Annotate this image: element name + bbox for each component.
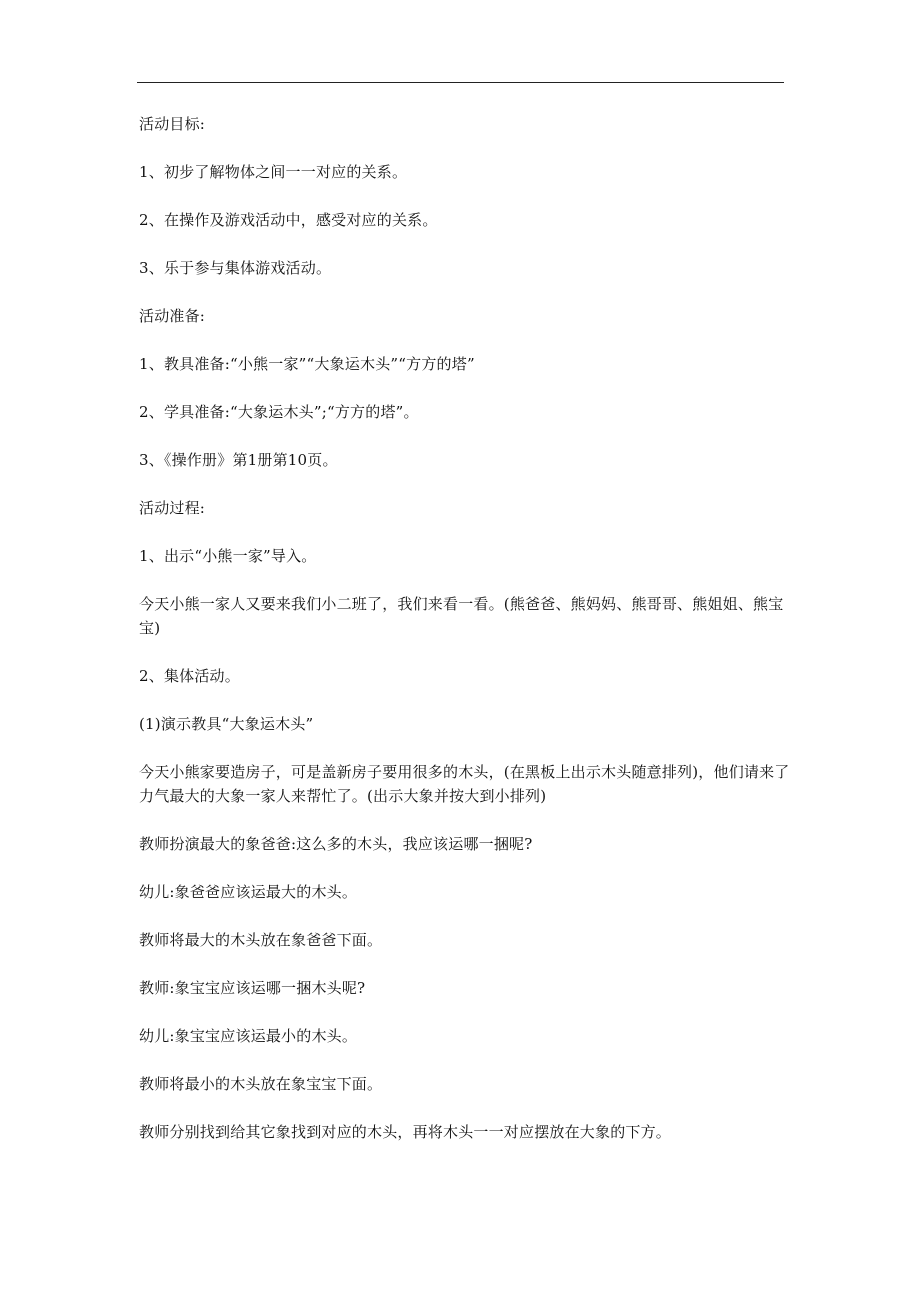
section-heading-process: 活动过程:	[139, 499, 206, 517]
dialogue-line-1: 教师扮演最大的象爸爸:这么多的木头，我应该运哪一捆呢?	[139, 835, 533, 853]
dialogue-line-5: 幼儿:象宝宝应该运最小的木头。	[139, 1027, 358, 1045]
process-step-1: 1、出示“小熊一家”导入。	[139, 547, 317, 565]
dialogue-line-6: 教师将最小的木头放在象宝宝下面。	[139, 1075, 383, 1093]
preparation-item-2: 2、学具准备:“大象运木头”;“方方的塔”。	[139, 403, 419, 421]
process-paragraph-bear-family: 今天小熊一家人又要来我们小二班了，我们来看一看。(熊爸爸、熊妈妈、熊哥哥、熊姐姐、熊宝宝)	[139, 595, 784, 637]
goal-item-2: 2、在操作及游戏活动中，感受对应的关系。	[139, 211, 438, 229]
dialogue-line-3: 教师将最大的木头放在象爸爸下面。	[139, 931, 383, 949]
section-heading-goals: 活动目标:	[139, 115, 206, 133]
dialogue-line-4: 教师:象宝宝应该运哪一捆木头呢?	[139, 979, 366, 997]
goal-item-1: 1、初步了解物体之间一一对应的关系。	[139, 163, 408, 181]
dialogue-line-2: 幼儿:象爸爸应该运最大的木头。	[139, 883, 358, 901]
preparation-item-3: 3、《操作册》第1册第10页。	[139, 451, 338, 469]
dialogue-line-7: 教师分别找到给其它象找到对应的木头，再将木头一一对应摆放在大象的下方。	[139, 1123, 672, 1141]
section-heading-preparation: 活动准备:	[139, 307, 206, 325]
process-step-2: 2、集体活动。	[139, 667, 240, 685]
header-rule	[137, 82, 784, 83]
process-substep-1: (1)演示教具“大象运木头”	[139, 715, 314, 733]
document-body	[139, 112, 791, 1168]
goal-item-3: 3、乐于参与集体游戏活动。	[139, 259, 332, 277]
preparation-item-1: 1、教具准备:“小熊一家”“大象运木头”“方方的塔”	[139, 355, 475, 373]
process-paragraph-build-house: 今天小熊家要造房子，可是盖新房子要用很多的木头，(在黑板上出示木头随意排列)，他们请来了力气最大的大象一家人来帮忙了。(出示大象并按大到小排列)	[139, 763, 790, 805]
